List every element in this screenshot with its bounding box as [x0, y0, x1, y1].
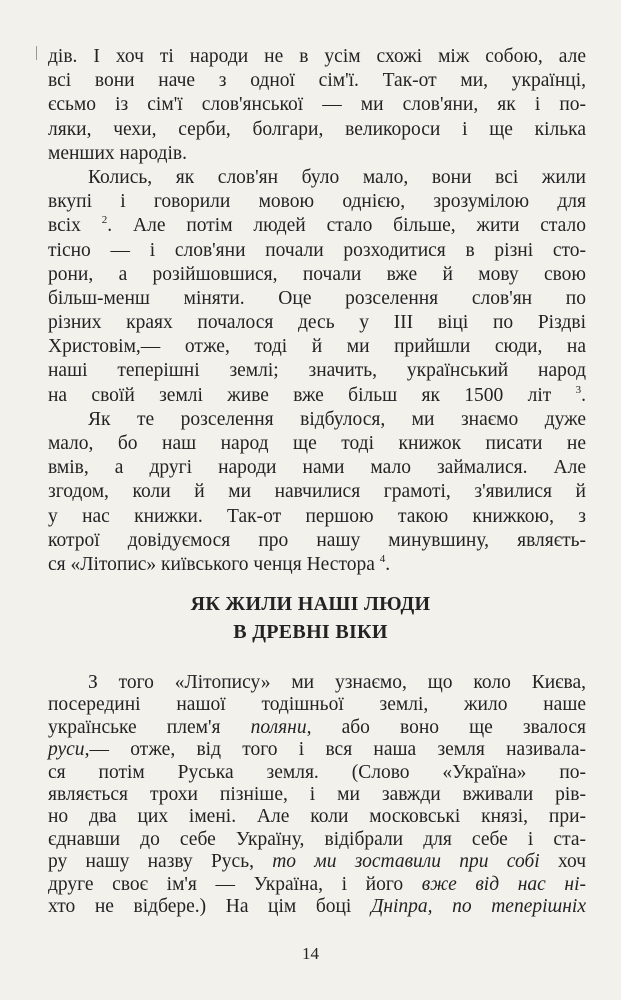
- text-segment: Як те розселення відбулося, ми знаємо дуже: [88, 408, 586, 430]
- text-line: [48, 529, 586, 553]
- text-line: [48, 456, 586, 480]
- text-line: [48, 311, 586, 335]
- text-segment: всі вони наче з одної сім'ї. Так-от ми, українці,: [48, 70, 586, 92]
- text-line: [48, 784, 586, 806]
- italic-text: руси: [48, 739, 85, 761]
- text-line: [48, 505, 586, 529]
- italic-text: то ми зоставили при собі: [272, 851, 540, 873]
- text-line: [48, 214, 586, 238]
- heading-line-1: ЯК ЖИЛИ НАШІ ЛЮДИ: [190, 593, 431, 615]
- text-block-top: [48, 45, 586, 577]
- text-segment: хто не відбере.) На цім боці: [48, 895, 371, 917]
- text-segment: більш-менш міняти. Оце розселення слов'ян по: [48, 287, 586, 309]
- text-segment: менших народів.: [48, 142, 187, 164]
- text-block-bottom: [48, 672, 586, 918]
- footnote-ref: 2: [101, 214, 108, 227]
- text-line: [48, 45, 586, 69]
- text-segment: котрої довідуємося про нашу минувшину, являєть-: [48, 529, 586, 551]
- text-line: [48, 829, 586, 851]
- text-line: [48, 335, 586, 359]
- text-segment: посередині нашої тодішньої землі, жило наше: [48, 694, 586, 716]
- text-line: [48, 384, 586, 408]
- page-number: 14: [302, 944, 319, 963]
- text-line: [48, 359, 586, 383]
- text-segment: , або воно ще звалося: [306, 716, 586, 738]
- text-segment: мало, бо наш народ ще тоді книжок писати не: [48, 433, 586, 454]
- text-line: [48, 166, 586, 190]
- text-line: [48, 263, 586, 287]
- text-segment: згодом, коли й ми навчилися грамоті, з'явилися й: [48, 481, 586, 503]
- heading-line-2: В ДРЕВНІ ВІКИ: [233, 621, 388, 643]
- text-segment: ру нашу назву Русь,: [48, 851, 273, 873]
- text-segment: Колись, як слов'ян було мало, вони всі жили: [88, 166, 586, 188]
- text-line: [48, 553, 586, 577]
- text-segment: З того «Літопису» ми узнаємо, що коло Києва,: [88, 672, 586, 693]
- text-segment: всіх: [48, 215, 102, 237]
- italic-text: вже від нас ні-: [421, 873, 586, 895]
- text-segment: ,— отже, від того і вся наша земля називала-: [84, 739, 586, 761]
- text-line: [48, 694, 586, 716]
- text-line: [48, 851, 586, 873]
- text-segment: єсьмо із сім'ї слов'янської — ми слов'яни, як і по-: [48, 94, 586, 116]
- text-line: [48, 672, 586, 694]
- text-segment: друге своє ім'я — Україна, і його: [48, 873, 422, 895]
- text-line: [48, 118, 586, 142]
- text-line: [48, 432, 586, 456]
- text-segment: різних краях почалося десь у III віці по Різдві: [48, 312, 586, 334]
- text-segment: українське плем'я: [48, 716, 251, 738]
- text-segment: рони, а розійшовшися, почали вже й мову свою: [48, 263, 586, 285]
- text-segment: . Але потім людей стало більше, жити стало: [107, 215, 586, 237]
- text-line: [48, 142, 586, 166]
- text-segment: тісно — і слов'яни почали розходитися в різні сто-: [48, 239, 586, 261]
- footnote-ref: 3: [575, 383, 582, 396]
- section-heading: [0, 590, 621, 646]
- text-line: [48, 480, 586, 504]
- text-segment: у нас книжки. Так-от першою такою книжкою, з: [48, 505, 586, 527]
- text-line: [48, 762, 586, 784]
- text-segment: хоч: [539, 851, 586, 873]
- text-segment: єднавши до себе Україну, відібрали для себе і ста-: [48, 828, 586, 850]
- text-segment: ся «Літопис» київського ченця Нестора: [48, 553, 380, 575]
- text-segment: вкупі і говорили мовою однією, зрозумілою для: [48, 191, 586, 213]
- scan-mark: [36, 46, 37, 60]
- italic-text: поляни: [250, 716, 307, 738]
- text-segment: являється трохи пізніше, і ми завжди вживали рів-: [48, 783, 586, 805]
- text-line: [48, 717, 586, 739]
- text-segment: .: [581, 384, 586, 406]
- text-line: [48, 874, 586, 896]
- text-line: [48, 190, 586, 214]
- text-line: [48, 239, 586, 263]
- text-line: [48, 69, 586, 93]
- footnote-ref: 4: [379, 552, 386, 565]
- text-segment: ляки, чехи, серби, болгари, великороси і ще кілька: [48, 118, 586, 140]
- italic-text: Дніпра, по теперішніх: [370, 895, 586, 917]
- text-segment: дів. І хоч ті народи не в усім схожі між собою, але: [48, 46, 586, 67]
- text-segment: Христовім,— отже, тоді й ми прийшли сюди, на: [48, 336, 586, 358]
- text-line: [48, 739, 586, 761]
- text-line: [48, 896, 586, 918]
- text-segment: на своїй землі живе вже більш як 1500 літ: [48, 384, 576, 406]
- text-line: [48, 806, 586, 828]
- text-segment: .: [385, 553, 391, 575]
- text-line: [48, 93, 586, 117]
- text-segment: наші теперішні землі; значить, український народ: [48, 360, 586, 382]
- text-segment: но два цих імені. Але коли московські князі, при-: [48, 806, 586, 828]
- text-segment: вмів, а другі народи нами мало займалися. Але: [48, 457, 586, 479]
- text-segment: ся потім Руська земля. (Слово «Україна» по-: [48, 761, 586, 783]
- text-line: [48, 287, 586, 311]
- text-line: [48, 408, 586, 432]
